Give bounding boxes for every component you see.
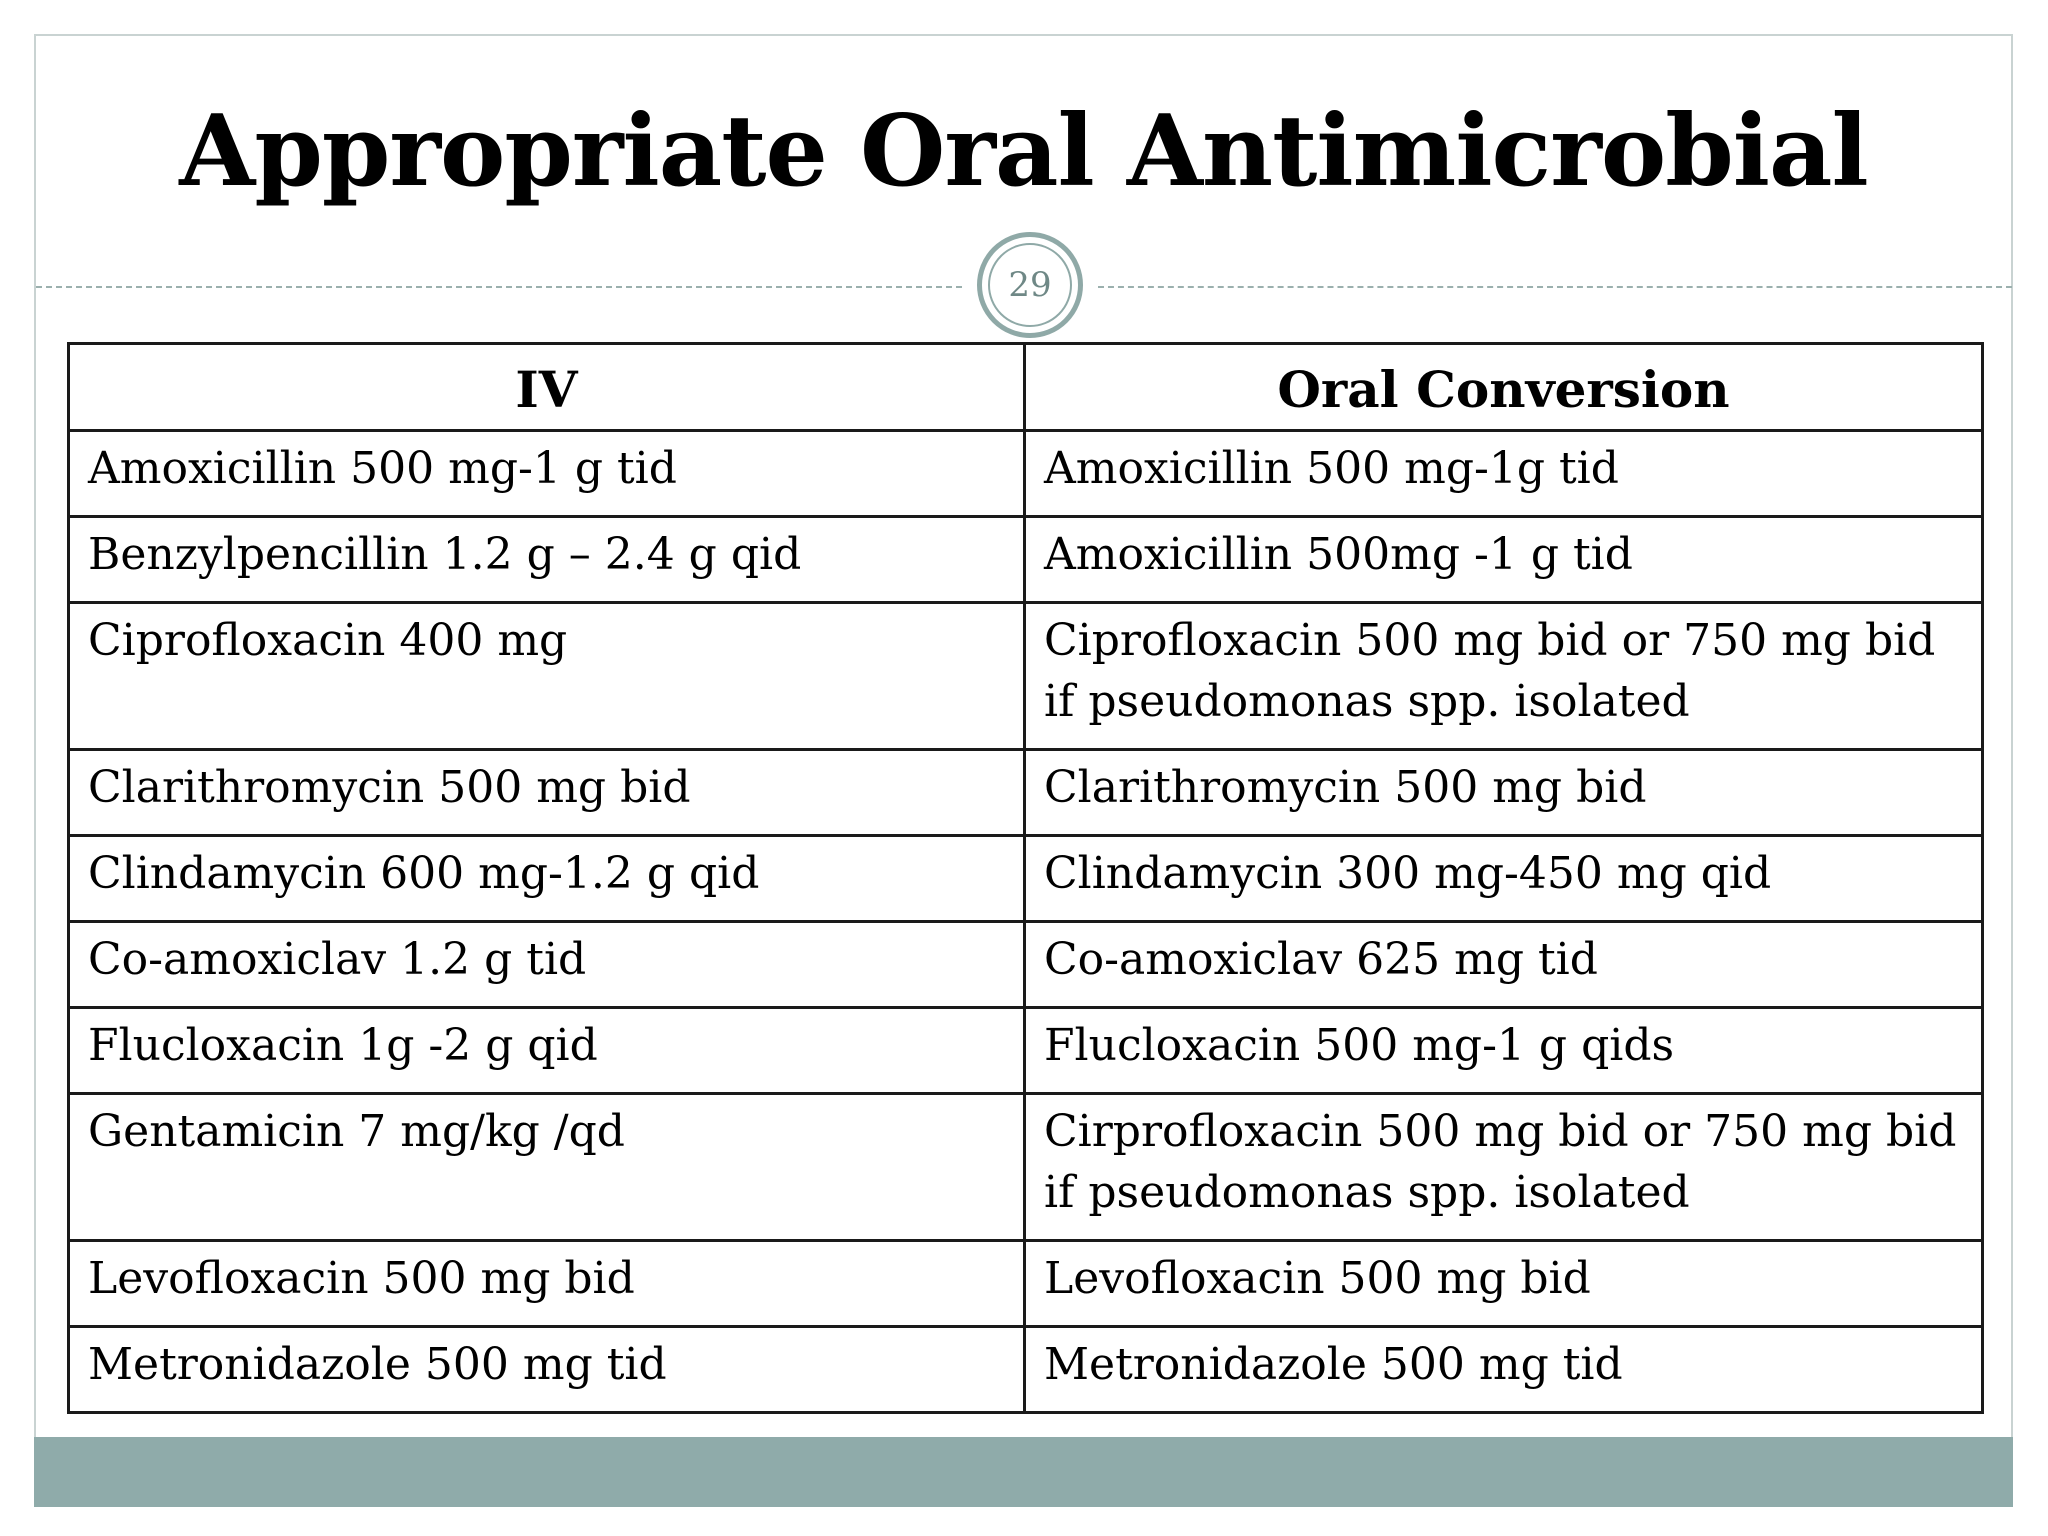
oral-cell: Cirprofloxacin 500 mg bid or 750 mg bid if pseudomonas spp. isolated (1025, 1094, 1983, 1241)
page-number: 29 (988, 243, 1072, 327)
table-row (69, 750, 1983, 836)
table-row (69, 603, 1983, 750)
table-row (69, 1094, 1983, 1241)
iv-cell: Levofloxacin 500 mg bid (69, 1241, 1025, 1327)
iv-cell: Flucloxacin 1g -2 g qid (69, 1008, 1025, 1094)
iv-cell: Co-amoxiclav 1.2 g tid (69, 922, 1025, 1008)
table-row (69, 517, 1983, 603)
title-divider-left (36, 286, 962, 288)
oral-cell: Ciprofloxacin 500 mg bid or 750 mg bid if pseudomonas spp. isolated (1025, 603, 1983, 750)
oral-cell: Clindamycin 300 mg-450 mg qid (1025, 836, 1983, 922)
oral-cell: Amoxicillin 500 mg-1g tid (1025, 431, 1983, 517)
slide-title: Appropriate Oral Antimicrobial (179, 94, 1868, 209)
table-row (69, 1241, 1983, 1327)
table-header-row (69, 344, 1983, 431)
page-number-badge (977, 232, 1083, 338)
oral-cell: Clarithromycin 500 mg bid (1025, 750, 1983, 836)
table-row (69, 1327, 1983, 1413)
iv-cell: Clindamycin 600 mg-1.2 g qid (69, 836, 1025, 922)
iv-cell: Amoxicillin 500 mg-1 g tid (69, 431, 1025, 517)
oral-cell: Metronidazole 500 mg tid (1025, 1327, 1983, 1413)
table-row (69, 922, 1983, 1008)
iv-cell: Clarithromycin 500 mg bid (69, 750, 1025, 836)
iv-cell: Gentamicin 7 mg/kg /qd (69, 1094, 1025, 1241)
footer-band (34, 1437, 2013, 1507)
oral-cell: Co-amoxiclav 625 mg tid (1025, 922, 1983, 1008)
table-row (69, 431, 1983, 517)
oral-cell: Flucloxacin 500 mg-1 g qids (1025, 1008, 1983, 1094)
iv-cell: Ciprofloxacin 400 mg (69, 603, 1025, 750)
header-iv: IV (69, 344, 1025, 431)
oral-cell: Levofloxacin 500 mg bid (1025, 1241, 1983, 1327)
table-row (69, 836, 1983, 922)
iv-cell: Benzylpencillin 1.2 g – 2.4 g qid (69, 517, 1025, 603)
oral-cell: Amoxicillin 500mg -1 g tid (1025, 517, 1983, 603)
header-oral-conversion: Oral Conversion (1025, 344, 1983, 431)
table-row (69, 1008, 1983, 1094)
iv-cell: Metronidazole 500 mg tid (69, 1327, 1025, 1413)
conversion-table (67, 342, 1984, 1414)
title-divider-right (1098, 286, 2012, 288)
